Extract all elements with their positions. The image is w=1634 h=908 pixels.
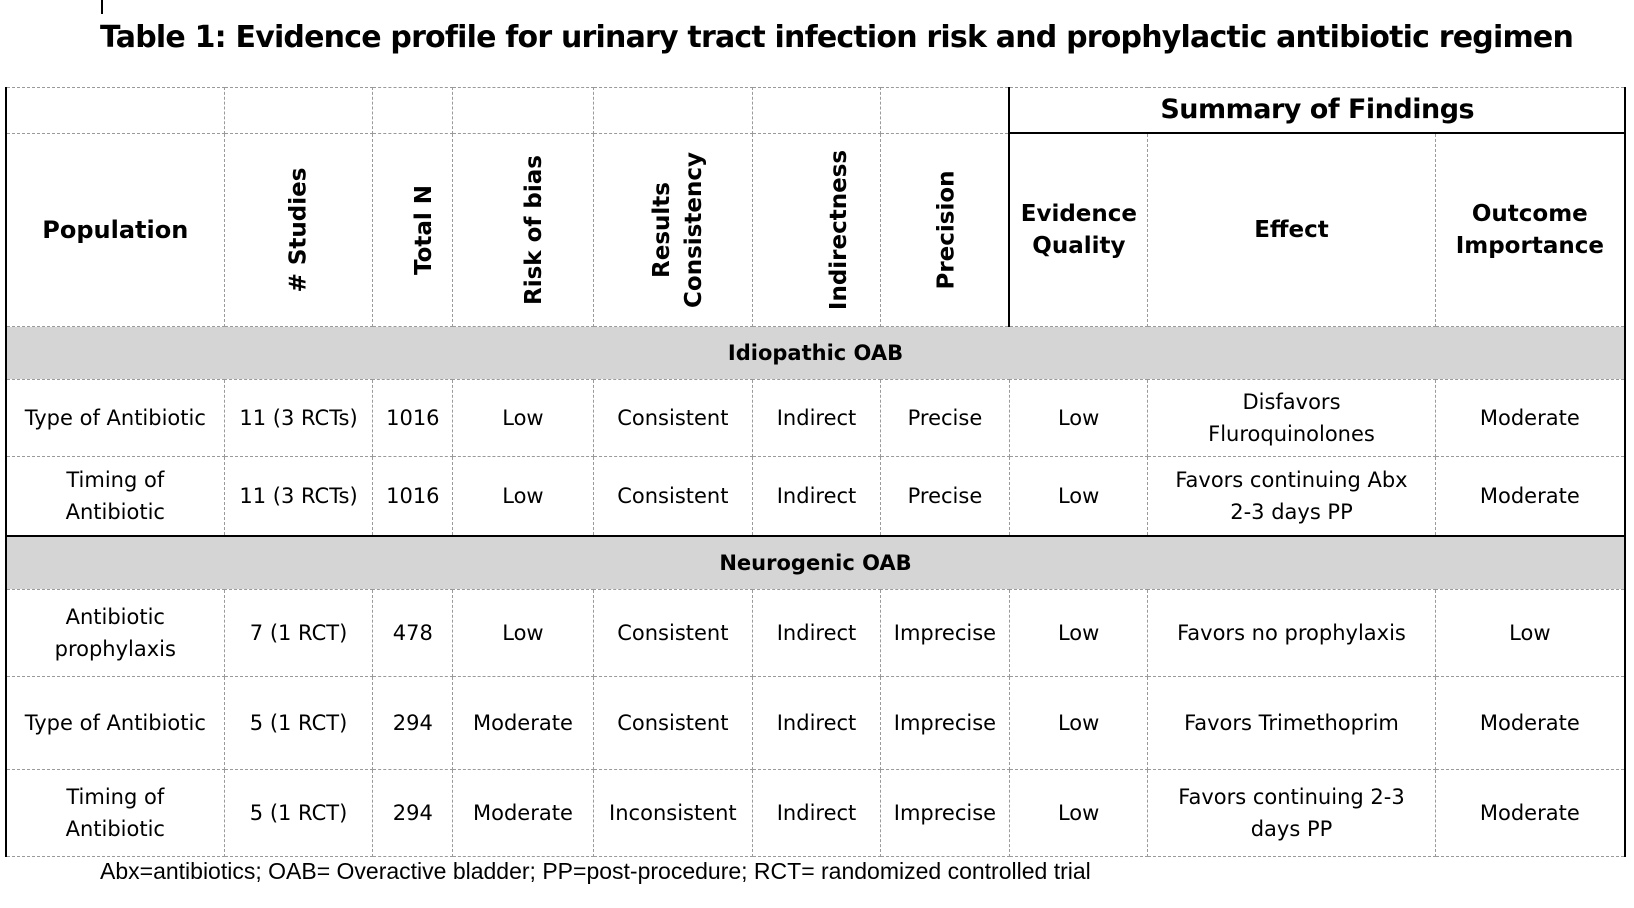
- cell-precision: Imprecise: [880, 677, 1009, 770]
- cell-precision: Imprecise: [880, 590, 1009, 677]
- col-header-population: Population: [6, 133, 224, 327]
- col-header-total-n-label: Total N: [411, 184, 438, 275]
- cell-population: [6, 590, 224, 677]
- cell-precision: Precise: [880, 457, 1009, 537]
- cell-effect: Favors no prophylaxis: [1148, 590, 1435, 677]
- cell-indirectness: Indirect: [753, 380, 881, 457]
- col-header-studies-label: # Studies: [285, 167, 312, 293]
- cell-effect: [1148, 380, 1435, 457]
- col-header-results-consistency: [593, 133, 752, 327]
- cell-studies: 11 (3 RCTs): [224, 380, 373, 457]
- section-row-neurogenic-oab: [6, 536, 1625, 590]
- col-header-outcome-importance-line1: Outcome: [1471, 201, 1588, 227]
- cell-total-n: 294: [373, 677, 453, 770]
- cell-indirectness: Indirect: [753, 457, 881, 537]
- cell-indirectness: Indirect: [753, 590, 881, 677]
- cell-effect-line1: Disfavors: [1242, 390, 1341, 414]
- text-cursor: [101, 0, 103, 14]
- cell-population: Type of Antibiotic: [6, 380, 224, 457]
- cell-effect-line2: 2-3 days PP: [1230, 500, 1353, 524]
- cell-risk-of-bias: Low: [453, 590, 594, 677]
- table-row: [6, 770, 1625, 857]
- cell-effect-line1: Favors continuing 2-3: [1178, 785, 1405, 809]
- col-header-evidence-quality-line1: Evidence: [1020, 201, 1138, 227]
- cell-population-line1: Timing of: [66, 468, 165, 492]
- cell-total-n: 1016: [373, 380, 453, 457]
- header-spacer: [224, 88, 373, 134]
- cell-consistency: Inconsistent: [593, 770, 752, 857]
- col-header-indirectness: [753, 133, 881, 327]
- col-header-risk-of-bias-label: Risk of bias: [521, 154, 548, 305]
- cell-effect-line2: Fluroquinolones: [1208, 422, 1375, 446]
- cell-population-line2: Antibiotic: [65, 500, 165, 524]
- cell-risk-of-bias: Low: [453, 457, 594, 537]
- col-header-indirectness-label: Indirectness: [826, 149, 853, 310]
- section-label: Neurogenic OAB: [6, 536, 1625, 590]
- cell-evidence-quality: Low: [1009, 770, 1147, 857]
- table-row: [6, 457, 1625, 537]
- cell-population: Type of Antibiotic: [6, 677, 224, 770]
- cell-evidence-quality: Low: [1009, 380, 1147, 457]
- col-header-effect: Effect: [1148, 133, 1435, 327]
- cell-importance: Low: [1435, 590, 1625, 677]
- cell-indirectness: Indirect: [753, 677, 881, 770]
- cell-importance: Moderate: [1435, 677, 1625, 770]
- cell-population: [6, 457, 224, 537]
- section-label: Idiopathic OAB: [6, 327, 1625, 380]
- col-header-outcome-importance: [1435, 133, 1625, 327]
- summary-of-findings-header: Summary of Findings: [1009, 88, 1625, 134]
- column-header-row: [6, 133, 1625, 327]
- col-header-studies: [224, 133, 373, 327]
- cell-studies: 7 (1 RCT): [224, 590, 373, 677]
- cell-risk-of-bias: Moderate: [453, 677, 594, 770]
- col-header-results-consistency-line1: Results: [648, 181, 675, 278]
- cell-indirectness: Indirect: [753, 770, 881, 857]
- col-header-total-n: [373, 133, 453, 327]
- col-header-evidence-quality-line2: Quality: [1032, 233, 1126, 259]
- col-header-results-consistency-line2: Consistency: [680, 151, 707, 308]
- cell-population-line1: Antibiotic: [65, 605, 165, 629]
- header-spacer: [373, 88, 453, 134]
- header-spacer: [453, 88, 594, 134]
- cell-consistency: Consistent: [593, 380, 752, 457]
- cell-effect: Favors Trimethoprim: [1148, 677, 1435, 770]
- cell-importance: Moderate: [1435, 380, 1625, 457]
- cell-population-line2: prophylaxis: [54, 637, 176, 661]
- header-spacer: [593, 88, 752, 134]
- table-row: [6, 677, 1625, 770]
- cell-studies: 5 (1 RCT): [224, 677, 373, 770]
- col-header-precision: [880, 133, 1009, 327]
- table-title: Table 1: Evidence profile for urinary tract infection risk and prophylactic antibiotic regimen: [100, 20, 1574, 55]
- cell-consistency: Consistent: [593, 590, 752, 677]
- col-header-outcome-importance-line2: Importance: [1455, 233, 1604, 259]
- cell-total-n: 1016: [373, 457, 453, 537]
- cell-population-line1: Timing of: [66, 785, 165, 809]
- cell-importance: Moderate: [1435, 770, 1625, 857]
- section-row-idiopathic-oab: [6, 327, 1625, 380]
- header-spacer: [880, 88, 1009, 134]
- cell-consistency: Consistent: [593, 677, 752, 770]
- header-spacer: [6, 88, 224, 134]
- cell-importance: Moderate: [1435, 457, 1625, 537]
- evidence-profile-table: [5, 87, 1626, 857]
- cell-studies: 11 (3 RCTs): [224, 457, 373, 537]
- cell-evidence-quality: Low: [1009, 677, 1147, 770]
- cell-evidence-quality: Low: [1009, 590, 1147, 677]
- cell-effect: [1148, 770, 1435, 857]
- cell-precision: Imprecise: [880, 770, 1009, 857]
- cell-effect: [1148, 457, 1435, 537]
- cell-total-n: 294: [373, 770, 453, 857]
- cell-total-n: 478: [373, 590, 453, 677]
- table-footnote: Abx=antibiotics; OAB= Overactive bladder; PP=post-procedure; RCT= randomized controlled trial: [100, 858, 1091, 884]
- cell-consistency: Consistent: [593, 457, 752, 537]
- cell-effect-line1: Favors continuing Abx: [1175, 468, 1408, 492]
- col-header-evidence-quality: [1009, 133, 1147, 327]
- col-header-risk-of-bias: [453, 133, 594, 327]
- table-row: [6, 590, 1625, 677]
- table-row: [6, 380, 1625, 457]
- cell-studies: 5 (1 RCT): [224, 770, 373, 857]
- cell-population: [6, 770, 224, 857]
- header-top-row: [6, 88, 1625, 134]
- cell-population-line2: Antibiotic: [65, 817, 165, 841]
- cell-precision: Precise: [880, 380, 1009, 457]
- cell-risk-of-bias: Low: [453, 380, 594, 457]
- cell-evidence-quality: Low: [1009, 457, 1147, 537]
- cell-risk-of-bias: Moderate: [453, 770, 594, 857]
- col-header-precision-label: Precision: [933, 170, 960, 290]
- cell-effect-line2: days PP: [1250, 817, 1333, 841]
- header-spacer: [753, 88, 881, 134]
- col-header-results-consistency-label: [646, 152, 710, 308]
